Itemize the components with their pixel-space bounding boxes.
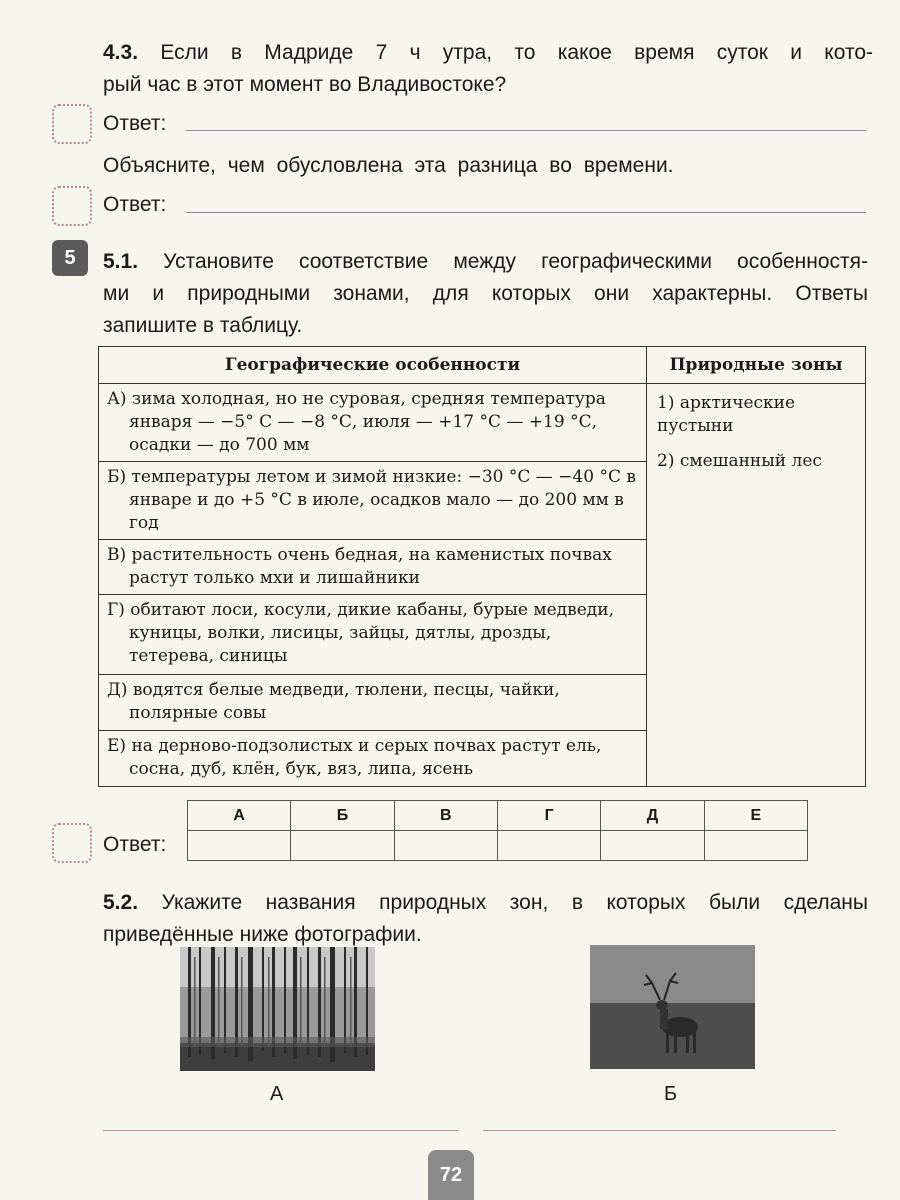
question-number: 5.1. (103, 250, 139, 273)
feature-text: В) растительность очень бедная, на каменистых почвах растут только мхи и лишайники (107, 545, 612, 588)
feature-cell (99, 595, 647, 675)
feature-text: А) зима холодная, но не суровая, средняя температура января — −5° С — −8 °С, июля — +17 °С — +19 °С, осадки — до 700 мм (107, 389, 606, 455)
matching-table (98, 346, 866, 787)
feature-text: Е) на дерново-подзолистых и серых почвах растут ель, сосна, дуб, клён, бук, вяз, липа, ясень (107, 736, 602, 779)
answer-header: Б (291, 801, 394, 831)
answer-header: Д (601, 801, 704, 831)
question-5-1 (103, 246, 868, 342)
feature-text: Б) температуры летом и зимой низкие: −30 °С — −40 °С в январе и до +5 °С в июле, осадков мало — до 200 мм в год (107, 467, 636, 533)
feature-text: Г) обитают лоси, косули, дикие кабаны, бурые медведи, куницы, волки, лисицы, зайцы, дятлы, дрозды, тетерева, синицы (107, 600, 614, 666)
score-box[interactable] (52, 823, 92, 863)
answer-grid (187, 800, 808, 861)
score-box[interactable] (52, 186, 92, 226)
question-4-3 (103, 37, 873, 101)
question-text-line: Установите соответствие между географическими особенностя- (163, 250, 868, 273)
task-number-badge: 5 (52, 240, 88, 276)
answer-header: А (188, 801, 291, 831)
question-text-line: рый час в этот момент во Владивостоке? (103, 73, 507, 96)
question-number: 4.3. (103, 41, 139, 64)
feature-cell (99, 675, 647, 731)
answer-header: В (394, 801, 497, 831)
page-number: 72 (428, 1150, 474, 1200)
answer-line[interactable] (186, 130, 866, 131)
question-text-line: приведённые ниже фотографии. (103, 923, 422, 946)
feature-text: Д) водятся белые медведи, тюлени, песцы, чайки, полярные совы (107, 680, 560, 723)
header-features: Географические особенности (99, 347, 647, 384)
forest-photo (180, 947, 375, 1071)
answer-label: Ответ: (103, 193, 167, 216)
explain-text: Объясните, чем обусловлена эта разница во времени. (103, 154, 674, 177)
answer-cell[interactable] (497, 831, 600, 861)
feature-cell (99, 462, 647, 540)
answer-header: Г (497, 801, 600, 831)
question-5-2 (103, 887, 868, 951)
answer-line[interactable] (186, 212, 866, 213)
answer-label: Ответ: (103, 833, 167, 856)
zone-item: 1) арктические пустыни (657, 393, 796, 436)
feature-cell (99, 384, 647, 462)
zones-cell (647, 384, 866, 787)
question-text-line: Если в Мадриде 7 ч утра, то какое время суток и кото- (160, 41, 873, 64)
feature-cell (99, 540, 647, 595)
answer-cell[interactable] (188, 831, 291, 861)
question-text-line: ми и природными зонами, для которых они характерны. Ответы (103, 282, 868, 305)
answer-cell[interactable] (291, 831, 394, 861)
answer-cell[interactable] (394, 831, 497, 861)
answer-header: Е (704, 801, 807, 831)
question-text-line: Укажите названия природных зон, в которых были сделаны (161, 891, 868, 914)
zone-item: 2) смешанный лес (657, 451, 822, 471)
answer-line[interactable] (103, 1130, 458, 1131)
photo-caption: А (270, 1083, 284, 1105)
question-number: 5.2. (103, 891, 139, 914)
answer-cell[interactable] (704, 831, 807, 861)
reindeer-photo (590, 945, 755, 1069)
photo-caption: Б (664, 1083, 678, 1105)
question-text-line: запишите в таблицу. (103, 314, 303, 337)
feature-cell (99, 731, 647, 787)
answer-cell[interactable] (601, 831, 704, 861)
score-box[interactable] (52, 104, 92, 144)
answer-line[interactable] (483, 1130, 836, 1131)
answer-label: Ответ: (103, 112, 167, 135)
header-zones: Природные зоны (647, 347, 866, 384)
